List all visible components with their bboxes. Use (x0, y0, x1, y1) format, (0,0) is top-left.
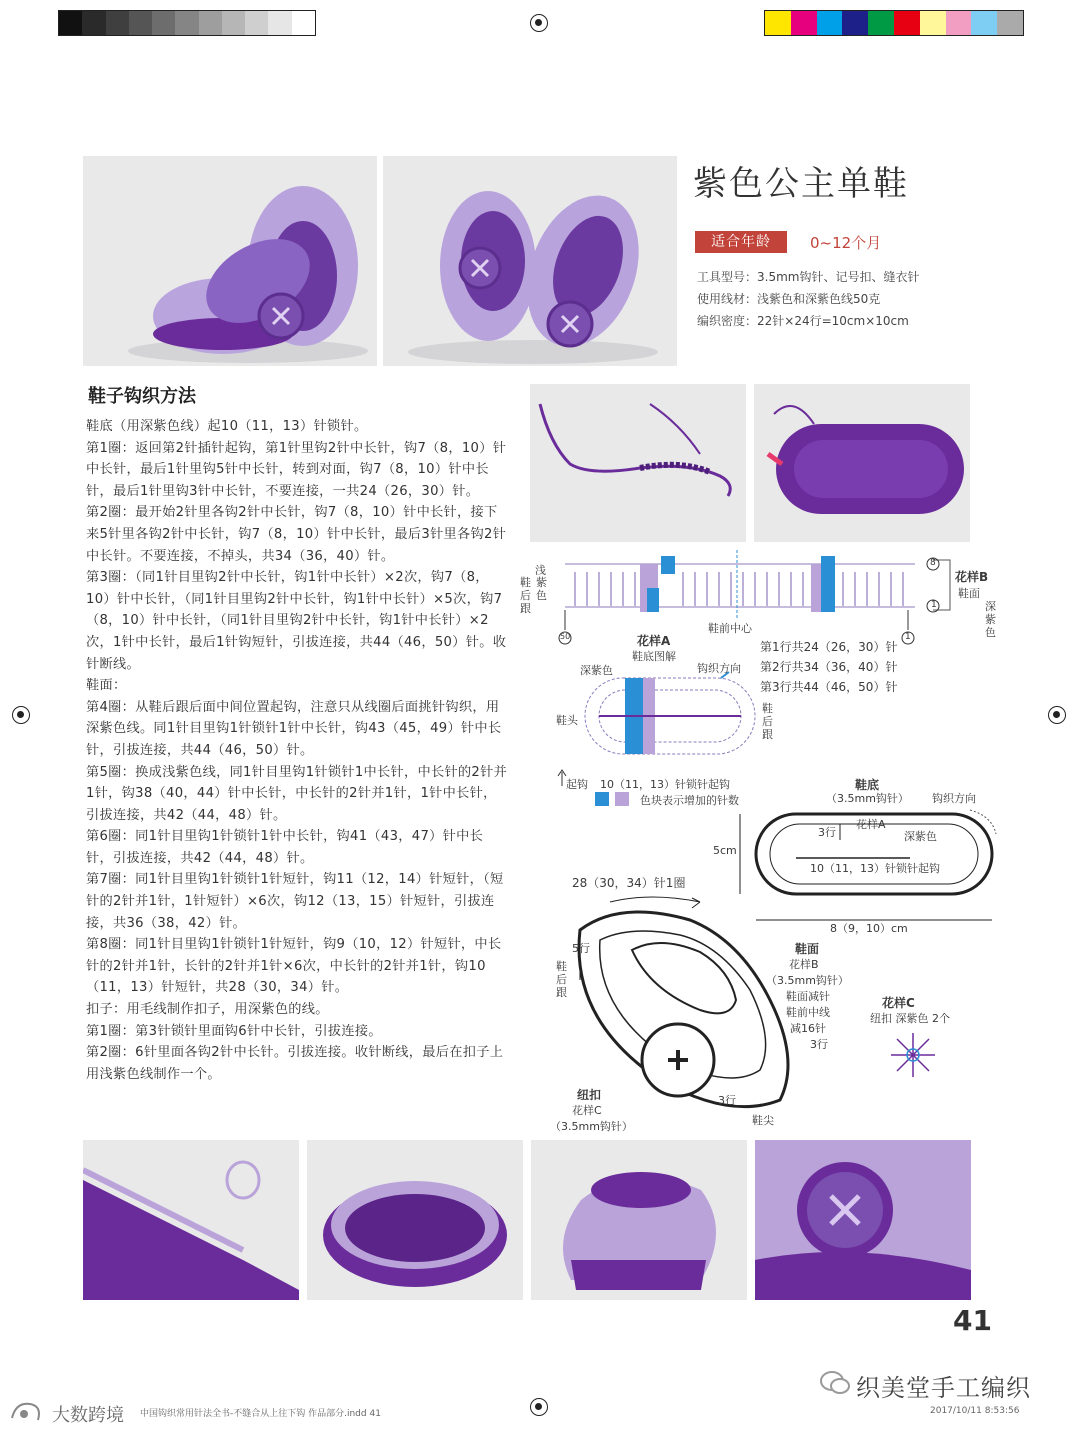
direction-label: 钩织方向 (697, 662, 741, 675)
register-mark-right (1048, 706, 1066, 724)
instruction-8: 第7圈：同1针目里钩1针锁针1针短针，钩11（12，14）针短针，（短针的2针并1针，1针短针）×6次，钩12（13，15）针短针，引拔连接，共36（38，42）针。 (86, 872, 504, 931)
upper-heel: 鞋后跟 (556, 960, 567, 999)
footer-date: 2017/10/11 8:53:56 (930, 1406, 1020, 1416)
pattern-c-title: 花样C (882, 996, 915, 1010)
page-title: 紫色公主单鞋 (693, 164, 909, 204)
shoe-photo-2 (383, 156, 677, 366)
instruction-4: 鞋面： (86, 678, 127, 694)
wechat-icon (820, 1370, 850, 1396)
sole-rows: 3行 (818, 826, 836, 839)
button-hook: （3.5mm钩针） (550, 1120, 633, 1133)
upper-rows3b: 3行 (718, 1094, 736, 1107)
instruction-12: 第2圈：6针里面各钩2针中长针。引拔连接。收针断线，最后在扣子上用浅紫色线制作一个。 (86, 1045, 504, 1082)
sole-title: 鞋底 (855, 778, 880, 792)
shoe-photo-1 (83, 156, 377, 366)
pattern-b-color: 深紫色 (985, 600, 996, 639)
upper-pattern-b: 花样B (789, 958, 819, 971)
pattern-b-label: 花样B (955, 570, 989, 584)
step-photo-3 (83, 1140, 299, 1300)
row-1-count: 第1行共24（26，30）针 (760, 640, 898, 654)
dark-color-label: 深紫色 (580, 664, 613, 677)
age-badge: 适合年龄 (695, 231, 787, 253)
instruction-0: 鞋底（用深紫色线）起10（11，13）针锁针。 (86, 419, 368, 434)
front-center-label: 鞋前中心 (708, 622, 752, 635)
sole-hook: （3.5mm钩针） (826, 792, 909, 805)
instruction-9: 第8圈：同1针目里钩1针锁针1针短针，钩9（10，12）针短针，中长针的2针并1针，长针的2针并1针×6次，中长针的2针并1针，钩10（11，13）针短针，共28（30，34）针。 (86, 937, 502, 996)
register-mark-top (530, 14, 548, 32)
pattern-b-upper: 鞋面 (958, 587, 980, 600)
upper-round: 28（30，34）针1圈 (572, 876, 686, 890)
pattern-c-motif (888, 1030, 938, 1080)
instruction-1: 第1圈：返回第2针插针起钩，第1针里钩2针中长针，钩7（8，10）针中长针，最后1针里钩5针中长针，转到对面，钩7（8，10）针中长针，最后1针里钩3针中长针，不要连接，一共24（26，30）针。 (86, 440, 507, 499)
age-value: 0~12个月 (810, 234, 882, 252)
spec-tools: 工具型号：3.5mm钩针、记号扣、缝衣针 (697, 270, 920, 284)
step-photo-5 (531, 1140, 747, 1300)
upper-toe: 鞋尖 (752, 1114, 774, 1127)
diagram-a-mark-1-right: 1 (931, 600, 937, 610)
instructions (86, 416, 510, 1085)
section-title: 鞋子钩织方法 (88, 386, 196, 407)
legend-label: 色块表示增加的针数 (640, 794, 739, 807)
diagram-a-mark-8: 8 (930, 558, 936, 568)
page-number: 41 (953, 1304, 992, 1337)
upper-decrease: 鞋面减针 (786, 990, 830, 1003)
instruction-7: 第6圈：同1针目里钩1针锁针1针中长针，钩41（43，47）针中长针，引拔连接，共42（44，48）针。 (86, 829, 484, 866)
step-photo-6 (755, 1140, 971, 1300)
footer-logo-icon (8, 1398, 46, 1426)
diagram-a-mark-50: 50 (560, 632, 571, 641)
footer-file: 中国钩织常用针法全书-不缝合从上往下钩 作品部分.indd 41 (140, 1409, 381, 1419)
instruction-3: 第3圈：（同1针目里钩2针中长针，钩1针中长针）×2次，钩7（8，10）针中长针，（同1针目里钩2针中长针，钩1针中长针）×5次，钩7（8，10）针中长针，（同1针目里钩2针中长针，钩1针中长针）×2次，1针中长针，最后1针钩短针，引拔连接，共44（46，50）针。收针断线。 (86, 570, 507, 672)
sole-width: 8（9，10）cm (830, 922, 908, 935)
row-3-count: 第3行共44（46，50）针 (760, 680, 898, 694)
upper-minus16: 减16针 (790, 1022, 826, 1035)
sole-pattern: 花样A (856, 818, 886, 831)
register-mark-bottom (530, 1398, 548, 1416)
sole-height: 5cm (713, 844, 737, 857)
step-photo-4 (307, 1140, 523, 1300)
spec-yarn: 使用线材：浅紫色和深紫色线50克 (697, 292, 881, 306)
row-2-count: 第2行共34（36，40）针 (760, 660, 898, 674)
step-photo-sole (754, 384, 970, 542)
instruction-5: 第4圈：从鞋后跟后面中间位置起钩，注意只从线圈后面挑针钩织，用深紫色线。同1针目里钩1针锁针1针中长针，钩43（45，49）针中长针，引拔连接，共44（46，50）针。 (86, 699, 502, 758)
chain-start-label: 10（11，13）针锁针起钩 (600, 778, 730, 791)
spec-gauge: 编织密度：22针×24行=10cm×10cm (697, 314, 909, 328)
color-bar (764, 10, 1024, 36)
upper-front-center: 鞋前中线 (786, 1006, 830, 1019)
step-photo-chain (530, 384, 746, 542)
upper-hook: （3.5mm钩针） (766, 974, 849, 987)
sole-direction: 钩织方向 (932, 792, 976, 805)
diagram-a-label-heel: 鞋后跟 (520, 576, 531, 615)
button-title: 纽扣 (577, 1088, 602, 1102)
diagram-a-label-light: 浅 (535, 564, 546, 577)
diagram-a-mark-1-bottom: 1 (905, 632, 911, 642)
sole-chain: 10（11，13）针锁针起钩 (810, 862, 940, 875)
grayscale-bar (58, 10, 316, 36)
pattern-a-sub: 鞋底图解 (632, 650, 676, 663)
instruction-6: 第5圈：换成浅紫色线，同1针目里钩1针锁针1中长针，中长针的2针并1针，钩38（40，44）针中长针，中长针的2针并1针，1针中长针，引拔连接，共42（44，48）针。 (86, 764, 508, 823)
instruction-11: 第1圈：第3针锁针里面钩6针中长针，引拔连接。 (86, 1023, 382, 1039)
pattern-a-label: 花样A (637, 634, 671, 648)
button-pattern: 花样C (572, 1104, 602, 1117)
upper-title: 鞋面 (795, 942, 820, 956)
heel-label: 鞋后跟 (762, 702, 773, 741)
instruction-10: 扣子：用毛线制作扣子，用深紫色的线。 (86, 1002, 329, 1018)
watermark-text: 织美堂手工编织 (856, 1374, 1031, 1402)
register-mark-left (12, 706, 30, 724)
sole-color: 深紫色 (904, 830, 937, 843)
upper-rows3: 3行 (810, 1038, 828, 1051)
footer-brand: 大数跨境 (52, 1405, 124, 1426)
upper-rows5: 5行 (572, 942, 590, 955)
start-label: 起钩 (566, 778, 588, 791)
toe-label: 鞋头 (556, 714, 578, 727)
pattern-c-sub: 纽扣 深紫色 2个 (870, 1012, 950, 1025)
diagram-a-label-color: 紫色 (536, 576, 547, 602)
instruction-2: 第2圈：最开始2针里各钩2针中长针，钩7（8，10）针中长针，接下来5针里各钩2针中长针，钩7（8，10）针中长针，最后3针里各钩2针中长针。不要连接，不掉头，共34（36，40）针。 (86, 505, 507, 564)
